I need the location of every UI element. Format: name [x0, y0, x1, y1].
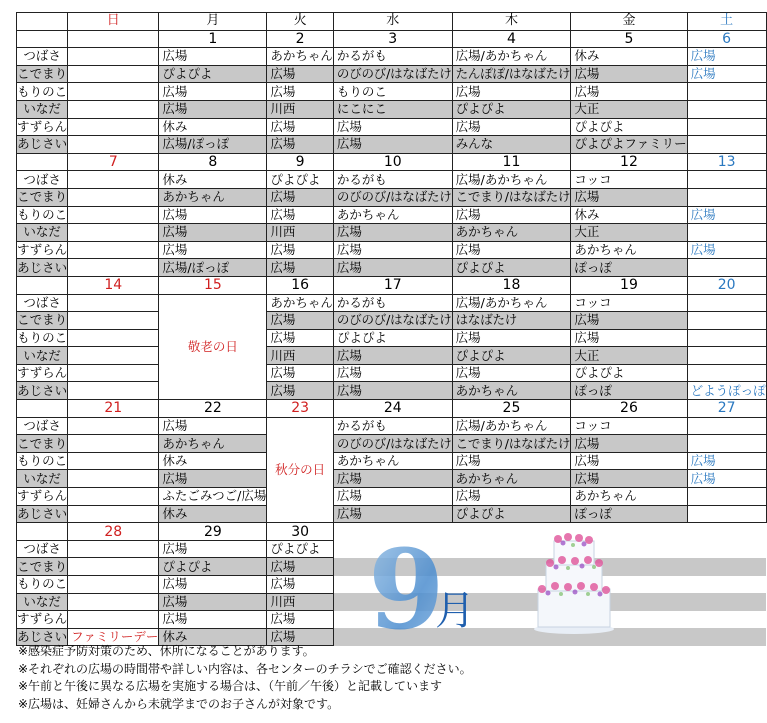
schedule-cell: 広場 — [159, 83, 267, 101]
schedule-cell — [68, 435, 159, 453]
schedule-cell — [68, 188, 159, 206]
schedule-cell: コッコ — [571, 294, 687, 312]
empty-cell — [687, 611, 766, 629]
group-row — [17, 505, 767, 523]
schedule-cell — [68, 329, 159, 347]
schedule-cell: 広場 — [159, 470, 267, 488]
group-name: すずらん — [17, 242, 68, 258]
group-row — [17, 382, 767, 400]
schedule-cell: 広場 — [267, 118, 334, 136]
schedule-cell: 広場/ぽっぽ — [159, 259, 267, 277]
schedule-cell — [687, 505, 766, 523]
schedule-cell: 広場 — [267, 241, 334, 259]
schedule-cell: 広場 — [452, 206, 571, 224]
schedule-cell: 広場 — [159, 241, 267, 259]
month-title-art — [360, 525, 510, 654]
date-number: 16 — [267, 276, 334, 294]
date-number: 19 — [571, 276, 687, 294]
date-number: 15 — [159, 276, 267, 294]
schedule-cell: 広場 — [159, 593, 267, 611]
date-row-blank — [17, 30, 68, 48]
group-name: いなだ — [17, 224, 68, 242]
schedule-cell: かるがも — [333, 48, 452, 66]
schedule-cell: 広場 — [159, 48, 267, 66]
schedule-cell: かるがも — [333, 171, 452, 189]
schedule-cell: のびのび/はなばたけ — [333, 435, 452, 453]
schedule-cell: 広場 — [333, 118, 452, 136]
group-row — [17, 294, 767, 312]
group-name: こでまり — [17, 435, 68, 451]
schedule-cell: 広場 — [267, 628, 334, 646]
schedule-cell: 広場 — [333, 364, 452, 382]
date-number: 30 — [267, 523, 334, 541]
schedule-cell: かるがも — [333, 294, 452, 312]
group-row — [17, 83, 767, 101]
schedule-cell: 広場 — [687, 452, 766, 470]
schedule-cell — [68, 364, 159, 382]
schedule-cell: 広場/あかちゃん — [452, 294, 571, 312]
schedule-cell: 広場 — [159, 224, 267, 242]
schedule-cell — [68, 136, 159, 154]
schedule-cell: ぽっぽ — [571, 505, 687, 523]
schedule-cell: 広場 — [687, 206, 766, 224]
schedule-cell — [687, 171, 766, 189]
group-name: こでまり — [17, 312, 68, 328]
schedule-cell — [68, 294, 159, 312]
schedule-cell: 広場 — [452, 488, 571, 506]
schedule-cell: 広場/あかちゃん — [452, 48, 571, 66]
schedule-cell — [68, 417, 159, 435]
schedule-cell — [687, 312, 766, 330]
schedule-cell — [687, 294, 766, 312]
schedule-cell — [68, 611, 159, 629]
date-row — [17, 400, 767, 418]
schedule-cell: 広場 — [333, 347, 452, 365]
empty-cell — [687, 523, 766, 541]
schedule-cell — [68, 382, 159, 400]
schedule-cell — [68, 100, 159, 118]
schedule-cell: ぴよぴよ — [452, 505, 571, 523]
schedule-cell: 広場 — [571, 470, 687, 488]
group-row — [17, 488, 767, 506]
group-row — [17, 171, 767, 189]
schedule-cell: 広場 — [159, 206, 267, 224]
date-number: 14 — [68, 276, 159, 294]
date-number: 27 — [687, 400, 766, 418]
schedule-cell: ぽっぽ — [571, 382, 687, 400]
date-row — [17, 30, 767, 48]
date-number: 23 — [267, 400, 334, 418]
schedule-cell — [68, 593, 159, 611]
schedule-cell: 広場 — [267, 558, 334, 576]
group-name: もりのこ — [17, 329, 68, 345]
group-row — [17, 206, 767, 224]
schedule-cell: 広場 — [452, 241, 571, 259]
schedule-cell: あかちゃん — [333, 452, 452, 470]
date-row-blank — [17, 153, 68, 171]
schedule-cell: 広場 — [333, 488, 452, 506]
schedule-cell: 川西 — [267, 100, 334, 118]
weekday-header: 金 — [571, 13, 687, 31]
schedule-cell: 広場 — [333, 136, 452, 154]
schedule-cell — [687, 83, 766, 101]
schedule-cell: ぴよぴよ — [267, 540, 334, 558]
group-name: こでまり — [17, 189, 68, 205]
schedule-cell — [68, 452, 159, 470]
schedule-cell — [687, 364, 766, 382]
schedule-cell: 休み — [571, 206, 687, 224]
schedule-cell — [68, 540, 159, 558]
date-row — [17, 153, 767, 171]
schedule-cell — [687, 259, 766, 277]
schedule-cell: 広場 — [159, 611, 267, 629]
date-number: 6 — [687, 30, 766, 48]
schedule-cell — [68, 576, 159, 594]
note-line: ※広場は、妊婦さんから未就学までのお子さんが対象です。 — [18, 696, 340, 711]
schedule-cell: 広場 — [571, 65, 687, 83]
date-row — [17, 276, 767, 294]
schedule-cell: 広場 — [452, 364, 571, 382]
schedule-cell: こでまり/はなばたけ — [452, 435, 571, 453]
group-row — [17, 452, 767, 470]
group-name: いなだ — [17, 593, 68, 611]
schedule-cell: ぴよぴよ — [159, 558, 267, 576]
schedule-cell: 広場 — [267, 382, 334, 400]
header-blank-cell — [17, 13, 68, 31]
group-row — [17, 312, 767, 330]
schedule-cell: 広場 — [267, 188, 334, 206]
schedule-cell: 広場 — [267, 65, 334, 83]
schedule-cell: のびのび/はなばたけ — [333, 312, 452, 330]
schedule-cell — [68, 347, 159, 365]
schedule-cell: ぽっぽ — [571, 259, 687, 277]
schedule-cell: あかちゃん — [159, 435, 267, 453]
schedule-cell — [68, 48, 159, 66]
schedule-cell — [687, 417, 766, 435]
schedule-cell: 広場 — [333, 259, 452, 277]
group-row — [17, 48, 767, 66]
schedule-cell: コッコ — [571, 417, 687, 435]
schedule-cell: どようぽっぽ — [687, 382, 766, 400]
schedule-cell: あかちゃん — [267, 48, 334, 66]
date-number: 1 — [159, 30, 267, 48]
schedule-cell: 広場 — [159, 100, 267, 118]
schedule-cell: 広場 — [452, 452, 571, 470]
schedule-cell: 広場 — [333, 241, 452, 259]
group-row — [17, 136, 767, 154]
date-number: 5 — [571, 30, 687, 48]
weekday-header-row — [17, 13, 767, 31]
schedule-cell: 広場 — [159, 576, 267, 594]
date-number: 12 — [571, 153, 687, 171]
group-name: つばさ — [17, 171, 68, 189]
schedule-cell: 広場 — [687, 241, 766, 259]
schedule-cell: あかちゃん — [159, 188, 267, 206]
group-name: もりのこ — [17, 453, 68, 469]
schedule-cell: 大正 — [571, 100, 687, 118]
schedule-cell: 広場 — [452, 118, 571, 136]
date-number: 22 — [159, 400, 267, 418]
group-row — [17, 100, 767, 118]
schedule-cell: 広場 — [159, 417, 267, 435]
schedule-cell — [68, 558, 159, 576]
schedule-cell: 休み — [159, 118, 267, 136]
schedule-cell: ぴよぴよ — [267, 171, 334, 189]
schedule-cell: 広場 — [267, 576, 334, 594]
date-number: 8 — [159, 153, 267, 171]
group-name: つばさ — [17, 48, 68, 66]
group-name: つばさ — [17, 540, 68, 558]
schedule-cell — [68, 470, 159, 488]
weekday-header: 土 — [687, 13, 766, 31]
holiday-cell: 秋分の日 — [267, 417, 334, 523]
schedule-cell — [687, 347, 766, 365]
group-name: すずらん — [17, 365, 68, 381]
schedule-cell: 広場 — [452, 83, 571, 101]
schedule-cell: のびのび/はなばたけ — [333, 65, 452, 83]
date-number: 17 — [333, 276, 452, 294]
group-row — [17, 118, 767, 136]
schedule-cell: 広場/あかちゃん — [452, 417, 571, 435]
schedule-cell: 大正 — [571, 224, 687, 242]
group-name: こでまり — [17, 558, 68, 574]
schedule-cell: 広場 — [267, 83, 334, 101]
schedule-cell: もりのこ — [333, 83, 452, 101]
date-number: 29 — [159, 523, 267, 541]
schedule-cell: にこにこ — [333, 100, 452, 118]
schedule-cell: 休み — [571, 48, 687, 66]
schedule-cell: のびのび/はなばたけ — [333, 188, 452, 206]
note-line: ※午前と午後に異なる広場を実施する場合は、（午前／午後）と記載しています — [18, 679, 443, 694]
schedule-cell: あかちゃん — [267, 294, 334, 312]
schedule-cell: ぴよぴよ — [452, 100, 571, 118]
schedule-cell: 広場 — [333, 224, 452, 242]
schedule-cell: あかちゃん — [452, 224, 571, 242]
schedule-cell: 広場 — [687, 48, 766, 66]
group-name: もりのこ — [17, 206, 68, 222]
schedule-cell — [687, 118, 766, 136]
schedule-cell: 広場 — [267, 611, 334, 629]
group-name: つばさ — [17, 417, 68, 435]
schedule-cell: 広場 — [267, 329, 334, 347]
group-row — [17, 364, 767, 382]
schedule-cell: 広場 — [571, 329, 687, 347]
date-number: 3 — [333, 30, 452, 48]
date-number: 25 — [452, 400, 571, 418]
schedule-cell: ぴよぴよ — [333, 329, 452, 347]
cake-illustration — [528, 529, 618, 639]
schedule-cell: あかちゃん — [452, 382, 571, 400]
schedule-cell: あかちゃん — [571, 488, 687, 506]
schedule-cell: ぴよぴよ — [452, 259, 571, 277]
schedule-cell — [687, 136, 766, 154]
schedule-cell: ぴよぴよ — [571, 364, 687, 382]
schedule-cell: 広場 — [333, 382, 452, 400]
schedule-cell: 広場 — [571, 83, 687, 101]
group-name: すずらん — [17, 118, 68, 134]
schedule-cell — [68, 241, 159, 259]
date-number: 2 — [267, 30, 334, 48]
month-number: 9 — [368, 525, 445, 654]
schedule-cell: 川西 — [267, 593, 334, 611]
schedule-cell — [687, 188, 766, 206]
schedule-cell: かるがも — [333, 417, 452, 435]
empty-cell — [687, 558, 766, 576]
schedule-cell — [68, 118, 159, 136]
schedule-cell: 広場 — [333, 505, 452, 523]
schedule-cell: ふたごみつご/広場 — [159, 488, 267, 506]
group-name: すずらん — [17, 488, 68, 504]
schedule-cell — [687, 488, 766, 506]
group-row — [17, 224, 767, 242]
empty-cell — [687, 540, 766, 558]
weekday-header: 月 — [159, 13, 267, 31]
schedule-cell — [68, 83, 159, 101]
schedule-cell: 休み — [159, 452, 267, 470]
schedule-cell: みんな — [452, 136, 571, 154]
schedule-cell — [68, 224, 159, 242]
empty-cell — [687, 628, 766, 646]
date-number: 7 — [68, 153, 159, 171]
date-number: 28 — [68, 523, 159, 541]
date-row-blank — [17, 523, 68, 541]
date-number: 11 — [452, 153, 571, 171]
schedule-cell: 広場/ぽっぽ — [159, 136, 267, 154]
schedule-cell: ファミリーデー — [68, 628, 159, 646]
schedule-cell: 川西 — [267, 347, 334, 365]
schedule-cell: 休み — [159, 628, 267, 646]
group-name: いなだ — [17, 470, 68, 488]
schedule-cell — [68, 488, 159, 506]
group-row — [17, 65, 767, 83]
schedule-cell: 休み — [159, 505, 267, 523]
schedule-cell: ぴよぴよ — [452, 347, 571, 365]
empty-cell — [687, 576, 766, 594]
date-number: 4 — [452, 30, 571, 48]
schedule-cell: 広場 — [267, 312, 334, 330]
schedule-cell: 広場 — [571, 188, 687, 206]
schedule-cell: あかちゃん — [333, 206, 452, 224]
date-number: 10 — [333, 153, 452, 171]
group-name: こでまり — [17, 66, 68, 82]
schedule-cell: あかちゃん — [571, 241, 687, 259]
group-name: つばさ — [17, 294, 68, 312]
weekday-header: 木 — [452, 13, 571, 31]
schedule-cell: 広場 — [267, 364, 334, 382]
group-name: あじさい — [17, 629, 68, 645]
schedule-cell: 広場 — [267, 259, 334, 277]
group-row — [17, 435, 767, 453]
schedule-cell — [687, 329, 766, 347]
group-row — [17, 259, 767, 277]
schedule-cell: 広場 — [452, 329, 571, 347]
schedule-cell: 広場 — [571, 452, 687, 470]
schedule-cell: はなばたけ — [452, 312, 571, 330]
date-number: 18 — [452, 276, 571, 294]
group-name: あじさい — [17, 136, 68, 152]
schedule-cell — [68, 312, 159, 330]
date-number: 24 — [333, 400, 452, 418]
schedule-cell — [687, 435, 766, 453]
schedule-cell: ぴよぴよ — [571, 118, 687, 136]
date-number: 9 — [267, 153, 334, 171]
group-name: いなだ — [17, 100, 68, 118]
schedule-cell: 休み — [159, 171, 267, 189]
date-number — [68, 30, 159, 48]
group-row — [17, 470, 767, 488]
date-number: 13 — [687, 153, 766, 171]
schedule-cell: 広場 — [267, 206, 334, 224]
note-line: ※それぞれの広場の時間帯や詳しい内容は、各センターのチラシでご確認ください。 — [18, 661, 472, 676]
group-name: すずらん — [17, 611, 68, 627]
schedule-cell — [68, 65, 159, 83]
schedule-cell: 広場 — [571, 312, 687, 330]
group-row — [17, 329, 767, 347]
schedule-cell: 広場 — [687, 470, 766, 488]
note-line: ※感染症予防対策のため、休所になることがあります。 — [18, 644, 315, 658]
schedule-cell: 広場/あかちゃん — [452, 171, 571, 189]
schedule-cell — [68, 259, 159, 277]
group-name: いなだ — [17, 347, 68, 365]
date-number: 21 — [68, 400, 159, 418]
schedule-cell — [687, 100, 766, 118]
schedule-cell: ぴよぴよファミリー — [571, 136, 687, 154]
schedule-cell — [68, 171, 159, 189]
weekday-header: 水 — [333, 13, 452, 31]
date-number: 20 — [687, 276, 766, 294]
schedule-cell: あかちゃん — [452, 470, 571, 488]
date-number: 26 — [571, 400, 687, 418]
group-name: もりのこ — [17, 83, 68, 99]
schedule-cell: 広場 — [687, 65, 766, 83]
holiday-cell: 敬老の日 — [159, 294, 267, 400]
schedule-cell: 広場 — [571, 435, 687, 453]
schedule-cell: 広場 — [267, 136, 334, 154]
group-name: あじさい — [17, 382, 68, 398]
schedule-cell: コッコ — [571, 171, 687, 189]
group-row — [17, 347, 767, 365]
group-name: あじさい — [17, 259, 68, 275]
date-row-blank — [17, 276, 68, 294]
weekday-header: 日 — [68, 13, 159, 31]
group-row — [17, 417, 767, 435]
schedule-cell — [687, 224, 766, 242]
empty-cell — [687, 593, 766, 611]
group-row — [17, 241, 767, 259]
schedule-cell — [68, 505, 159, 523]
schedule-cell: 大正 — [571, 347, 687, 365]
schedule-cell: 広場 — [159, 540, 267, 558]
group-row — [17, 188, 767, 206]
schedule-cell: 広場 — [333, 470, 452, 488]
schedule-cell: 川西 — [267, 224, 334, 242]
weekday-header: 火 — [267, 13, 334, 31]
schedule-cell: ぴよぴよ — [159, 65, 267, 83]
month-unit: 月 — [435, 588, 475, 634]
group-name: あじさい — [17, 505, 68, 521]
schedule-cell: たんぽぽ/はなばたけ — [452, 65, 571, 83]
date-row-blank — [17, 400, 68, 418]
group-name: もりのこ — [17, 576, 68, 592]
schedule-cell: こでまり/はなばたけ — [452, 188, 571, 206]
schedule-cell — [68, 206, 159, 224]
